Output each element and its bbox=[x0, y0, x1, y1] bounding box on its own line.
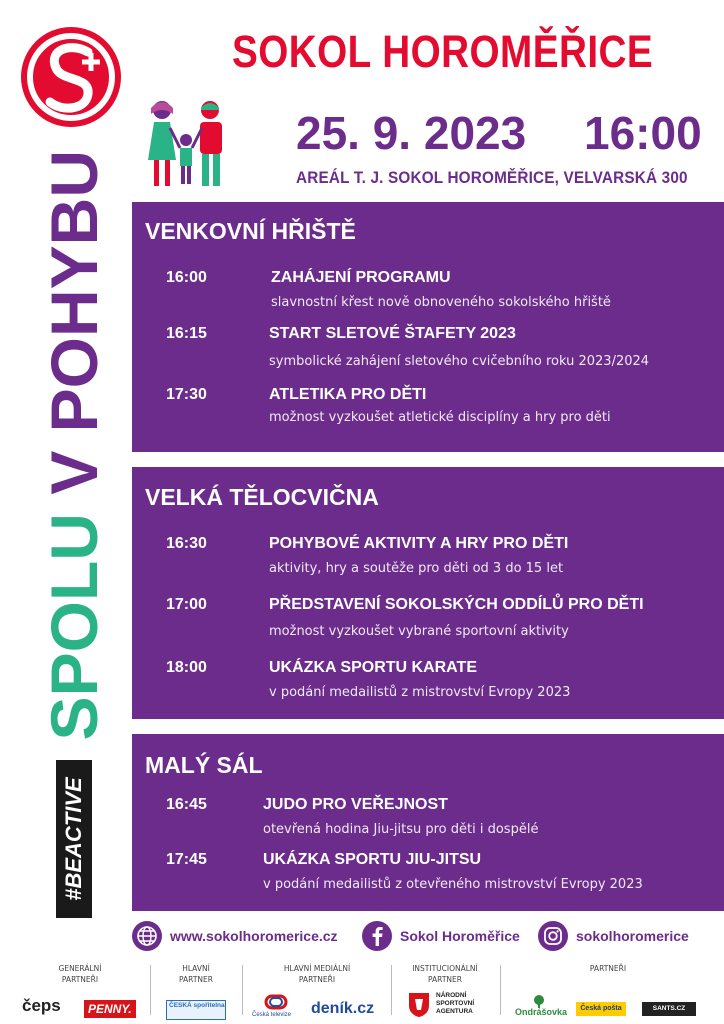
media-partners-label: HLAVNÍ MEDIÁLNÍ PARTNEŘI bbox=[283, 964, 351, 984]
item-desc: možnost vyzkoušet vybrané sportovní aktivity bbox=[269, 624, 569, 639]
facebook-text: Sokol Horoměřice bbox=[400, 928, 520, 944]
item-desc: možnost vyzkoušet atletické disciplíny a hry pro děti bbox=[269, 410, 611, 425]
item-time: 16:00 bbox=[166, 269, 207, 286]
ceska-posta-logo: Česká pošta bbox=[576, 1002, 626, 1016]
item-title: POHYBOVÉ AKTIVITY A HRY PRO DĚTI bbox=[269, 535, 569, 552]
item-title: START SLETOVÉ ŠTAFETY 2023 bbox=[269, 325, 516, 342]
denik-logo: deník.cz bbox=[311, 1000, 375, 1017]
item-time: 16:45 bbox=[166, 796, 207, 813]
family-icon bbox=[146, 98, 228, 190]
item-desc: v podání medailistů z otevřeného mistrovství Evropy 2023 bbox=[263, 877, 643, 892]
item-title: UKÁZKA SPORTU JIU-JITSU bbox=[263, 851, 482, 868]
item-title: JUDO PRO VEŘEJNOST bbox=[263, 796, 448, 813]
website-text: www.sokolhoromerice.cz bbox=[170, 928, 338, 944]
main-partner-label: HLAVNÍ PARTNER bbox=[179, 964, 213, 984]
item-title: ATLETIKA PRO DĚTI bbox=[269, 386, 427, 403]
website-link[interactable] bbox=[132, 920, 338, 952]
vertical-slogan bbox=[36, 150, 112, 750]
instagram-link[interactable] bbox=[538, 920, 689, 952]
item-desc: symbolické zahájení sletového cvičebního roku 2023/2024 bbox=[269, 354, 650, 369]
divider bbox=[500, 965, 501, 1015]
sants-logo: SANTS.CZ bbox=[642, 1002, 696, 1016]
instagram-icon bbox=[538, 921, 568, 951]
beactive-badge bbox=[56, 760, 92, 918]
section-title: MALÝ SÁL bbox=[145, 752, 263, 778]
item-time: 18:00 bbox=[166, 659, 207, 676]
item-time: 17:00 bbox=[166, 596, 207, 613]
partners-label: PARTNEŘI bbox=[589, 964, 627, 973]
divider bbox=[150, 965, 151, 1015]
ceska-televize-logo: Česká televize bbox=[252, 1012, 292, 1018]
item-desc: v podání medailistů z mistrovství Evropy 2023 bbox=[269, 685, 571, 700]
institutional-partner-label: INSTITUCIONÁLNÍ PARTNER bbox=[412, 964, 478, 984]
penny-logo: PENNY. bbox=[84, 1000, 136, 1018]
ondrasovka-tree-icon bbox=[530, 994, 548, 1008]
instagram-text: sokolhoromerice bbox=[576, 928, 689, 944]
section-big-gym bbox=[132, 467, 724, 719]
facebook-link[interactable] bbox=[362, 920, 520, 952]
item-desc: slavnostní křest nově obnoveného sokolského hřiště bbox=[271, 295, 611, 310]
item-time: 17:45 bbox=[166, 851, 207, 868]
item-desc: aktivity, hry a soutěže pro děti od 3 do 15 let bbox=[269, 561, 564, 576]
nsa-logo: NÁRODNÍ SPORTOVNÍ AGENTURA bbox=[436, 992, 475, 1015]
slogan-part-2: V POHYBU bbox=[37, 150, 111, 495]
ondrasovka-logo: Ondrášovka bbox=[515, 1007, 568, 1017]
item-time: 17:30 bbox=[166, 386, 207, 403]
divider bbox=[391, 965, 392, 1015]
item-title: UKÁZKA SPORTU KARATE bbox=[269, 659, 477, 676]
section-title: VENKOVNÍ HŘIŠTĚ bbox=[145, 218, 356, 244]
item-time: 16:30 bbox=[166, 535, 207, 552]
section-outdoor bbox=[132, 202, 724, 452]
item-title: ZAHÁJENÍ PROGRAMU bbox=[271, 269, 451, 286]
hashtag: #BEACTIVE bbox=[61, 777, 86, 901]
section-title: VELKÁ TĚLOCVIČNA bbox=[145, 484, 379, 510]
divider bbox=[242, 965, 243, 1015]
ceps-logo: čeps bbox=[22, 996, 61, 1015]
item-title: PŘEDSTAVENÍ SOKOLSKÝCH ODDÍLŮ PRO DĚTI bbox=[269, 596, 644, 613]
event-date: 25. 9. 2023 bbox=[296, 107, 527, 159]
section-small-hall bbox=[132, 734, 724, 911]
slogan-part-1: SPOLU bbox=[37, 513, 111, 741]
general-partners-label: GENERÁLNÍ PARTNEŘI bbox=[58, 964, 102, 984]
item-desc: otevřená hodina Jiu-jitsu pro děti i dospělé bbox=[263, 822, 539, 837]
ceska-sporitelna-logo: ČESKÁ spořitelna bbox=[166, 1000, 226, 1020]
event-title: SOKOL HOROMĚŘICE bbox=[232, 26, 654, 77]
event-time: 16:00 bbox=[584, 107, 702, 159]
nsa-crest-icon bbox=[408, 992, 430, 1018]
ceska-televize-icon bbox=[264, 994, 288, 1010]
globe-icon bbox=[132, 921, 162, 951]
item-time: 16:15 bbox=[166, 325, 207, 342]
facebook-icon bbox=[362, 921, 392, 951]
sokol-logo bbox=[18, 24, 124, 130]
event-venue: AREÁL T. J. SOKOL HOROMĚŘICE, VELVARSKÁ 300 bbox=[296, 168, 688, 187]
